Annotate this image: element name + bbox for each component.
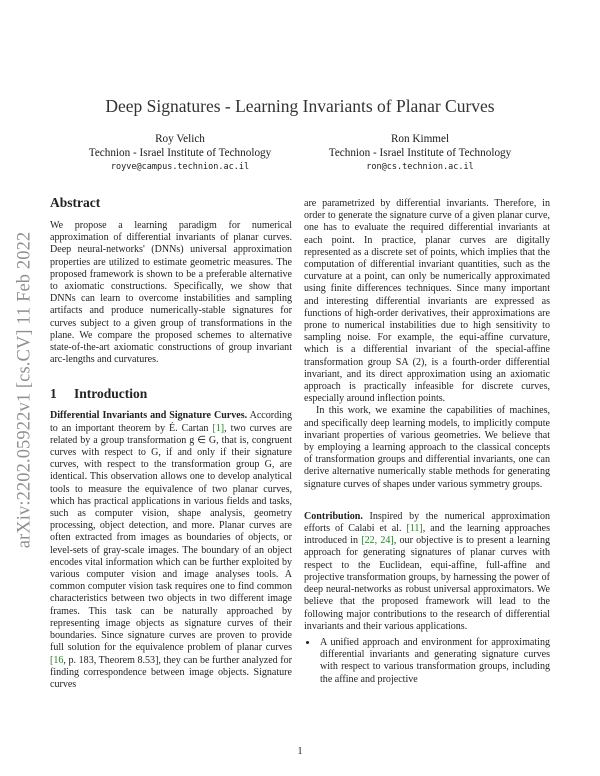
- author-email: royve@campus.technion.ac.il: [110, 162, 250, 172]
- author-block-2: [300, 132, 540, 174]
- citation-link[interactable]: [22, 24]: [361, 535, 394, 547]
- author-affiliation: Technion - Israel Institute of Technology: [88, 147, 272, 159]
- section-number: 1: [50, 386, 57, 402]
- arxiv-side-stamp: [14, 200, 36, 580]
- citation-link[interactable]: [11]: [406, 523, 423, 535]
- arxiv-identifier: arXiv:2202.05922v1 [cs.CV] 11 Feb 2022: [14, 231, 35, 549]
- paragraph-text: , and the learning approaches introduced in: [304, 523, 550, 547]
- paragraph-text: Inspired by the numerical approximation efforts of Calabi et al.: [304, 510, 550, 535]
- author-affiliation: Technion - Israel Institute of Technology: [328, 147, 512, 159]
- author-name: Roy Velich: [155, 133, 205, 145]
- page-number: 1: [297, 746, 303, 757]
- citation-link[interactable]: [16: [50, 654, 64, 666]
- contribution-list: [304, 637, 550, 686]
- contribution-item: • A unified approach and environment for approximating differential invariants and generating signature curves with respect to various transformation groups, including the affine and projective: [318, 637, 550, 686]
- author-email: ron@cs.technion.ac.il: [366, 162, 474, 172]
- abstract-text: We propose a learning paradigm for numerical approximation of differential invariants of planar curves. Deep neural-networks' (DNNs) universal approximation properties are utilized to estimate geometric measures. The proposed framework is shown to be a preferable alternative to axiomatic constructions. Specifically, we show that DNNs can learn to overcome instabilities and sampling artifacts and produce numerically-stable signatures for curves subject to a given group of transformations in the plane. We compare the proposed schemes to alternative state-of-the-art axiomatic constructions of group invariant arc-lengths and curvatures.: [50, 220, 292, 366]
- paper-title: Deep Signatures - Learning Invariants of Planar Curves: [105, 96, 495, 116]
- runin-heading: Contribution.: [304, 510, 363, 522]
- contribution-paragraph: [304, 511, 550, 633]
- paragraph-text: According to an important theorem by É. Cartan: [50, 410, 292, 434]
- left-column: [50, 195, 292, 691]
- paragraph-text: , our objective is to present a learning approach for generating signatures of planar curves with respect to the Euclidean, equi-affine, full-affine and projective transformation groups, by harnessing the power of deep neural-networks as robust universal approximators. We believe that the proposed framework will lead to the following major contributions to the research of differential invariants and their various applications.: [304, 535, 551, 632]
- intro-paragraph-work: In this work, we examine the capabilities of machines, and specifically deep learning models, to implicitly compute invariant properties of various geometries. We believe that by employing a learning approach to the classical concepts of transformation groups and differential invariants, one can derive alternative numerically stable methods for generating signature curves of shapes under various symmetry groups.: [304, 405, 550, 490]
- section-title: Introduction: [74, 386, 148, 402]
- intro-paragraph: [50, 410, 292, 691]
- abstract-heading: Abstract: [50, 195, 101, 210]
- paragraph-gap: [304, 491, 550, 511]
- citation-link[interactable]: [1]: [212, 422, 225, 434]
- author-name: Ron Kimmel: [390, 133, 450, 145]
- paragraph-text: , p. 183, Theorem 8.53], they can be further analyzed for finding correspondence between image objects. Signature curves: [50, 654, 292, 690]
- runin-heading: Differential Invariants and Signature Curves.: [50, 410, 248, 422]
- paragraph-text: , two curves are related by a group transformation g ∈ G, that is, congruent curves with respect to G, if and only if their signature curves, with respect to the transformation group G, are identical. This observation allows one to develop analytical tools to measure the equivalence of two planar curves, which has practical applications in various fields and tasks, such as computer vision, shape analysis, geometry processing, object detection, and more. Planar curves are often extracted from images as boundaries of objects, or level-sets of gray-scale images. The boundary of an object encodes vital information which can be further exploited by various computer vision and image analyses tools. A common computer vision task requires one to find common characteristics between two objects in two different image frames. This task can be naturally approached by representing image objects as signature curves of their boundaries. Since signature curves are proven to provide full solution for the equivalence problem of planar curves: [50, 422, 293, 654]
- right-column: [304, 198, 550, 686]
- author-block-1: [60, 132, 300, 174]
- section-heading-introduction: [50, 386, 292, 402]
- intro-paragraph-continued: are parametrized by differential invariants. Therefore, in order to generate the signature curve of a given planar curve, one has to evaluate the required differential invariants at each point. In practice, planar curves are digitally represented as a discrete set of points, which implies that the computation of differential invariant quantities, such as the curvature at a point, can only be numerically approximated using finite differences techniques. Since many important and interesting differential invariants are expressed as functions of high-order derivatives, their approximations are prone to numerical instabilities due to high sensitivity to sampling noise. For example, the equi-affine curvature, which is a differential invariant of the special-affine transformation group SA (2), is a fourth-order differential invariant, and its direct approximation using an axiomatic approach is practically infeasible for discrete curves, especially around inflection points.: [304, 198, 550, 405]
